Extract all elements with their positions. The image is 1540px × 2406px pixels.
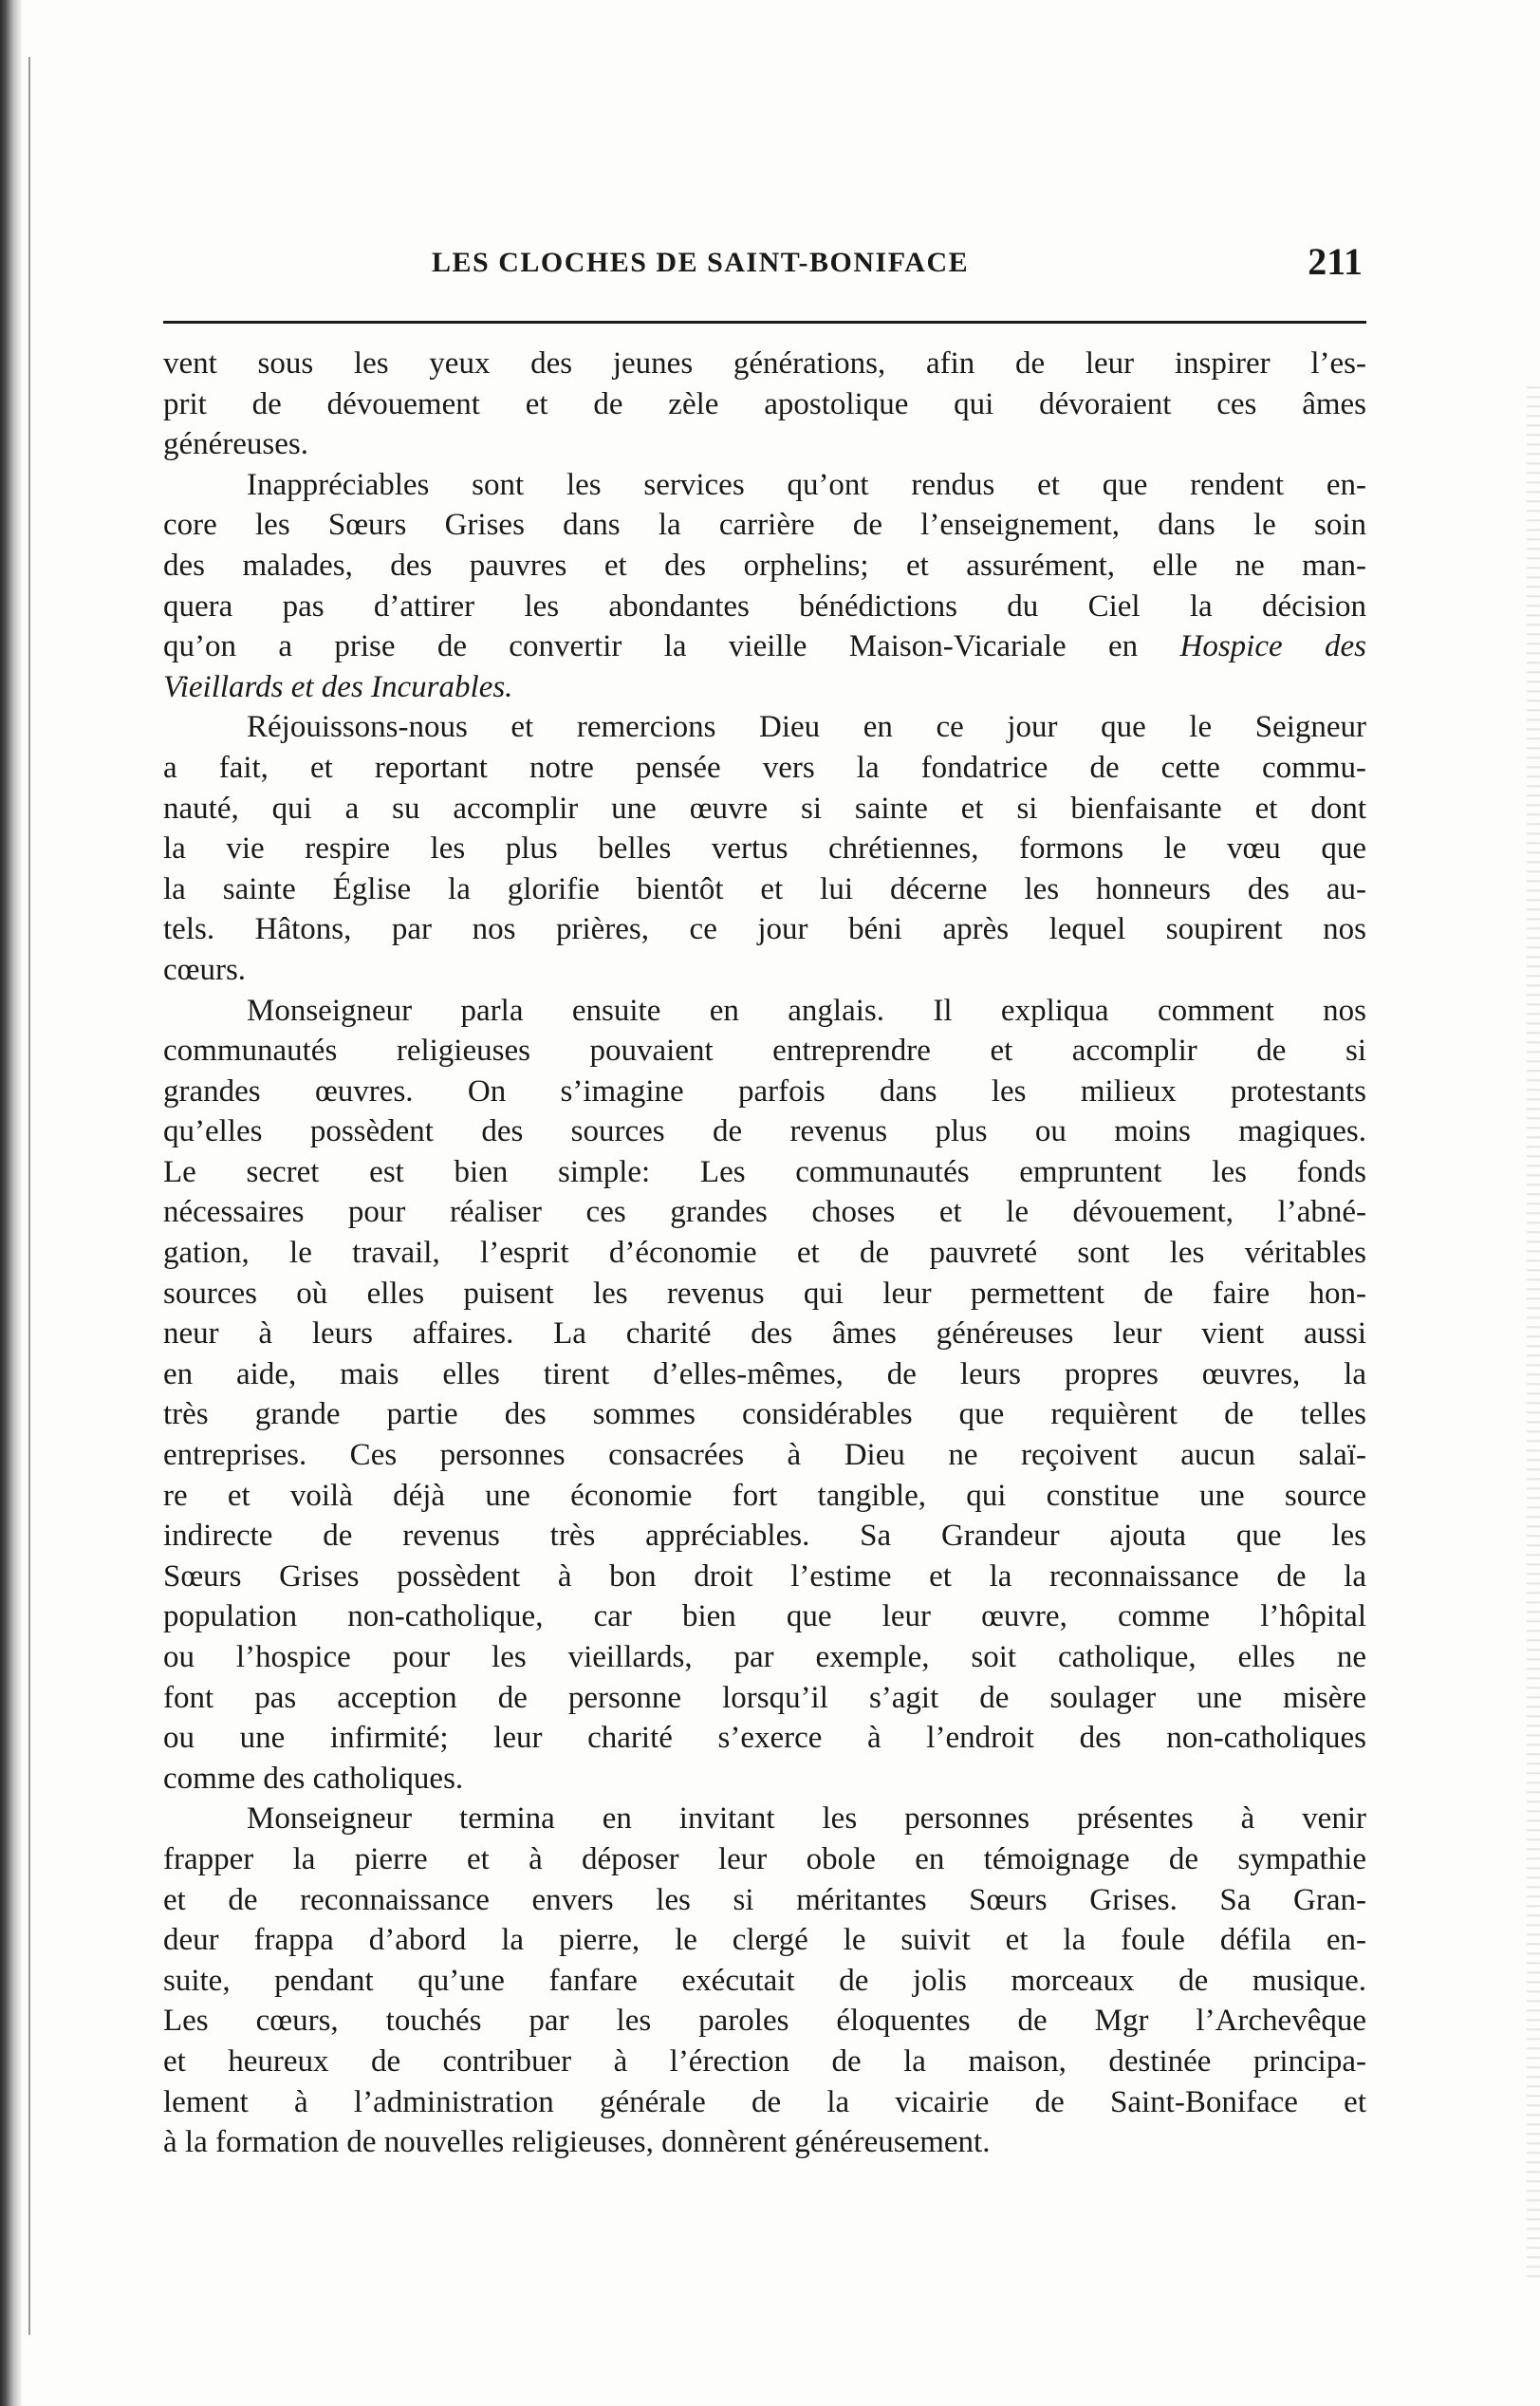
- text-line: très grande partie des sommes considérables que requièrent de telles: [163, 1397, 1366, 1432]
- text-line: Le secret est bien simple: Les communautés empruntent les fonds: [163, 1154, 1366, 1189]
- text-line: la sainte Église la glorifie bientôt et lui décerne les honneurs des au-: [163, 871, 1366, 906]
- text-line: Les cœurs, touchés par les paroles éloquentes de Mgr l’Archevêque: [163, 2004, 1366, 2039]
- text-line: gation, le travail, l’esprit d’économie et de pauvreté sont les véritables: [163, 1236, 1366, 1271]
- text-line: Monseigneur parla ensuite en anglais. Il expliqua comment nos: [247, 993, 1366, 1028]
- binding-shadow: [0, 0, 23, 2406]
- page-header: [161, 239, 1366, 287]
- text-line: deur frappa d’abord la pierre, le clergé le suivit et la foule défila en-: [163, 1923, 1366, 1958]
- text-line: et de reconnaissance envers les si méritantes Sœurs Grises. Sa Gran-: [163, 1882, 1366, 1917]
- text-line: sources où elles puisent les revenus qui leur permettent de faire hon-: [163, 1276, 1366, 1311]
- text-line: Monseigneur termina en invitant les personnes présentes à venir: [247, 1801, 1366, 1837]
- text-line: comme des catholiques.: [163, 1761, 464, 1796]
- text-line: population non-catholique, car bien que leur œuvre, comme l’hôpital: [163, 1599, 1366, 1634]
- text-line: entreprises. Ces personnes consacrées à Dieu ne reçoivent aucun salaï-: [163, 1438, 1366, 1473]
- text-line: re et voilà déjà une économie fort tangible, qui constitue une source: [163, 1478, 1366, 1513]
- text-line: prit de dévouement et de zèle apostolique qui dévoraient ces âmes: [163, 386, 1366, 421]
- text-line: vent sous les yeux des jeunes générations, afin de leur inspirer l’es-: [163, 346, 1366, 381]
- text-line: ou l’hospice pour les vieillards, par exemple, soit catholique, elles ne: [163, 1640, 1366, 1674]
- text-line: core les Sœurs Grises dans la carrière de l’enseignement, dans le soin: [163, 508, 1366, 543]
- text-line: tels. Hâtons, par nos prières, ce jour béni après lequel soupirent nos: [163, 912, 1366, 947]
- text-line: des malades, des pauvres et des orphelins; et assurément, elle ne man-: [163, 548, 1366, 583]
- text-line: Inappréciables sont les services qu’ont rendus et que rendent en-: [247, 467, 1366, 502]
- text-line: a fait, et reportant notre pensée vers la fondatrice de cette commu-: [163, 750, 1366, 785]
- text-line: ou une infirmité; leur charité s’exerce à l’endroit des non-catholiques: [163, 1721, 1366, 1756]
- text-line: généreuses.: [163, 427, 309, 462]
- text-line: communautés religieuses pouvaient entreprendre et accomplir de si: [163, 1034, 1366, 1069]
- text-line: quera pas d’attirer les abondantes bénédictions du Ciel la décision: [163, 588, 1366, 624]
- text-line: cœurs.: [163, 952, 247, 987]
- text-line: neur à leurs affaires. La charité des âmes généreuses leur vient aussi: [163, 1316, 1366, 1352]
- page-edge-speckle: [1527, 380, 1540, 2278]
- text-line: grandes œuvres. On s’imagine parfois dans les milieux protestants: [163, 1073, 1366, 1109]
- text-line: nécessaires pour réaliser ces grandes choses et le dévouement, l’abné-: [163, 1195, 1366, 1230]
- text-line: la vie respire les plus belles vertus chrétiennes, formons le vœu que: [163, 831, 1366, 867]
- running-title: LES CLOCHES DE SAINT-BONIFACE: [432, 247, 970, 278]
- body-text: [163, 344, 1387, 2163]
- text-line: qu’on a prise de convertir la vieille Maison-Vicariale en Hospice des: [163, 629, 1366, 664]
- text-line: indirecte de revenus très appréciables. Sa Grandeur ajouta que les: [163, 1519, 1366, 1554]
- text-line: nauté, qui a su accomplir une œuvre si sainte et si bienfaisante et dont: [163, 791, 1366, 826]
- gutter-line: [28, 57, 30, 2335]
- text-line: et heureux de contribuer à l’érection de la maison, destinée principa-: [163, 2043, 1366, 2079]
- text-line: à la formation de nouvelles religieuses, donnèrent généreusement.: [163, 2125, 991, 2160]
- text-line: en aide, mais elles tirent d’elles-mêmes, de leurs propres œuvres, la: [163, 1356, 1366, 1391]
- text-line: font pas acception de personne lorsqu’il s’agit de soulager une misère: [163, 1680, 1366, 1715]
- text-line: Vieillards et des Incurables.: [163, 669, 513, 704]
- text-line: Réjouissons-nous et remercions Dieu en ce jour que le Seigneur: [247, 710, 1366, 745]
- text-line: lement à l’administration générale de la vicairie de Saint-Boniface et: [163, 2084, 1366, 2119]
- page-number: 211: [1308, 240, 1363, 283]
- text-line: qu’elles possèdent des sources de revenus plus ou moins magiques.: [163, 1114, 1366, 1149]
- text-line: suite, pendant qu’une fanfare exécutait de jolis morceaux de musique.: [163, 1963, 1366, 1998]
- text-line: frapper la pierre et à déposer leur obole en témoignage de sympathie: [163, 1841, 1366, 1876]
- header-rule: [163, 321, 1366, 324]
- text-line: Sœurs Grises possèdent à bon droit l’estime et la reconnaissance de la: [163, 1558, 1366, 1594]
